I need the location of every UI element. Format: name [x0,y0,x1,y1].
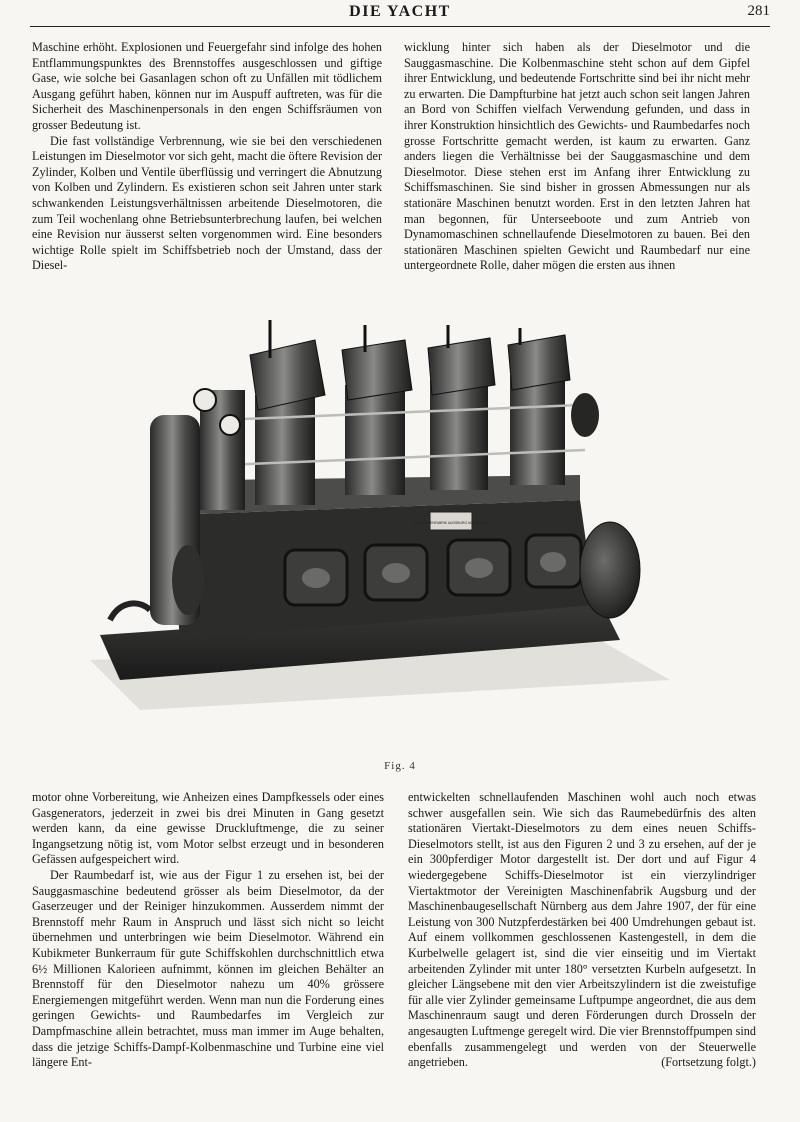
top-left-column [32,40,382,274]
nameplate-text: MASCHINENFABRIK AUGSBURG NÜRNBERG [414,521,488,525]
pipework [110,603,150,620]
page-header [30,0,770,27]
paragraph [408,790,756,1071]
engine-illustration [80,300,680,740]
paragraph: Maschine erhöht. Explosionen und Feuergefahr sind infolge des hohen Entflammungspunktes des Brennstoffes ausgeschlossen und giftige Gase, wie solche bei Gasanlagen schon oft zu Unfällen mit tödlichem Ausgang geführt haben, können nur im Auspuff auftreten, was für die Sicherheit des Maschinenpersonals in den engen Schiffsräumen von grosser Bedeutung ist. [32,40,382,132]
paragraph: wicklung hinter sich haben als der Dieselmotor und die Sauggasmaschine. Die Kolbenmaschine steht schon auf dem Gipfel ihrer Entwicklung, und bedeutende Fortschritte sind bei ihr nicht mehr zu erwarten. Die Dampfturbine hat jetzt auch schon seit langen Jahren an Bord von Schiffen vielfach Verwendung gefunden, und dass in ihrer Konstruktion hinsichtlich des Gewichts- und Raumbedarfes noch grosse Fortschritte gemacht werden, ist kaum zu erwarten. Ganz anders liegen die Verhältnisse bei der Sauggasmaschine und dem Dieselmotor. Diese stehen erst im Anfang ihrer Entwicklung zu Schiffsmaschinen. Sie sind bisher in grossen Abmessungen nur als stationäre Maschinen benutzt worden. Erst in den letzten Jahren hat man begonnen, für Unterseeboote und zum Antrieb von Dynamomaschinen schnellaufende Dieselmotoren zu bauen. Bei den stationären Maschinen spielten Gewicht und Raumbedarf nur eine untergeordnete Rolle, daher mögen die ersten aus ihnen [404,40,750,273]
paragraph: motor ohne Vorbereitung, wie Anheizen eines Dampfkessels oder eines Gasgenerators, jederzeit in zwei bis drei Minuten in Gang gesetzt werden kann, da eine gewisse Druckluftmenge, die zu seiner Ingangsetzung nötig ist, vom Motor selbst erzeugt und in besonderen Gefässen aufgespeichert wird. [32,790,384,867]
flywheel [580,522,640,618]
bottom-left-column [32,790,384,1071]
air-bottle [172,545,204,615]
pressure-gauge [194,389,216,411]
page-number: 281 [747,3,770,19]
paragraph: Die fast vollständige Verbrennung, wie sie bei den verschiedenen Leistungen im Dieselmotor vor sich geht, macht die öftere Revision der Zylinder, Kolben und Ventile überflüssig und verringert die Abnutzung von Kolben und Zylindern. Es existieren schon seit Jahren unter stark schwankenden Leistungsverhältnissen arbeitende Dieselmotoren, die zum Teil wochenlang ohne Betriebsunterbrechung laufen, bei welchen eine Revision nur äusserst selten vorgenommen wird. Eine besonders wichtige Rolle spielt im Schiffsbetrieb noch der Umstand, dass der Diesel- [32,133,382,273]
paragraph-text: entwickelten schnellaufenden Maschinen wohl auch noch etwas schwer ausgefallen sein. Wie sich das Raumebedürfnis des alten stationären Viertakt-Dieselmotors zu dem eines neuen Schiffs-Dieselmotors stellt, ist aus den Figuren 2 und 3 zu ersehen, auf der je ein 300pferdiger Motor dargestellt ist. Der dort und auf Figur 4 wiedergegebene Schiffs-Dieselmotor ist ein vierzylindriger Viertaktmotor der Vereinigten Maschinenfabrik Augsburg und der Maschinenbaugesellschaft Nürnberg aus dem Jahre 1907, der für eine Leistung von 300 Nutzpferdestärken bei 400 Umdrehungen gebaut ist. Auf einem vollkommen geschlossenen Kastengestell, in dem die Kurbelwelle gelagert ist, sind die vier einseitig und im Viertakt arbeitenden Zylinder mit unter 180° versetzten Kurbeln aufgesetzt. In gleicher Längsebene mit den vier Arbeitszylindern ist die zweistufige für alle vier Zylinder gemeinsame Luftpumpe angeordnet, die aus dem Maschinenraum saugt und deren Förderungen durch Drosseln der angesaugten Luftmenge geregelt wird. Die vier Brennstoffpumpen sind ebenfalls zusammengelegt und werden von der Steuerwelle angetrieben. [408,790,756,1070]
pressure-gauge [220,415,240,435]
running-title: DIE YACHT [349,3,451,20]
bottom-right-column [408,790,756,1071]
diesel-engine-drawing [80,300,680,740]
continuation-note: (Fortsetzung folgt.) [661,1055,756,1070]
top-right-column [404,40,750,274]
regulator [571,393,599,437]
paragraph: Der Raumbedarf ist, wie aus der Figur 1 zu ersehen ist, bei der Sauggasmaschine bedeutend grösser als beim Dieselmotor, da der Gaserzeuger und der Reiniger hinzukommen. Ausserdem nimmt der Brennstoff mehr Raum in Anspruch und lässt sich nicht so leicht übernehmen und unterbringen wie beim Dieselmotor. Während ein Kubikmeter Bunkerraum für gute Schiffskohlen durchschnittlich etwa 6½ Millionen Kalorieen aufnimmt, können im gleichen Behälter an Brennstoff für den Dieselmotor nahezu um 40% grössere Energiemengen mitgeführt werden. Wenn man nun die Forderung eines geringen Gewichts- und Raumbedarfes im Vergleich zur Dampfmaschine allein betrachtet, muss man immer im Auge behalten, dass die jetzige Schiffs-Dampf-Kolbenmaschine und Turbine eine viel längere Ent- [32,867,384,1070]
figure-caption: Fig. 4 [384,760,416,772]
